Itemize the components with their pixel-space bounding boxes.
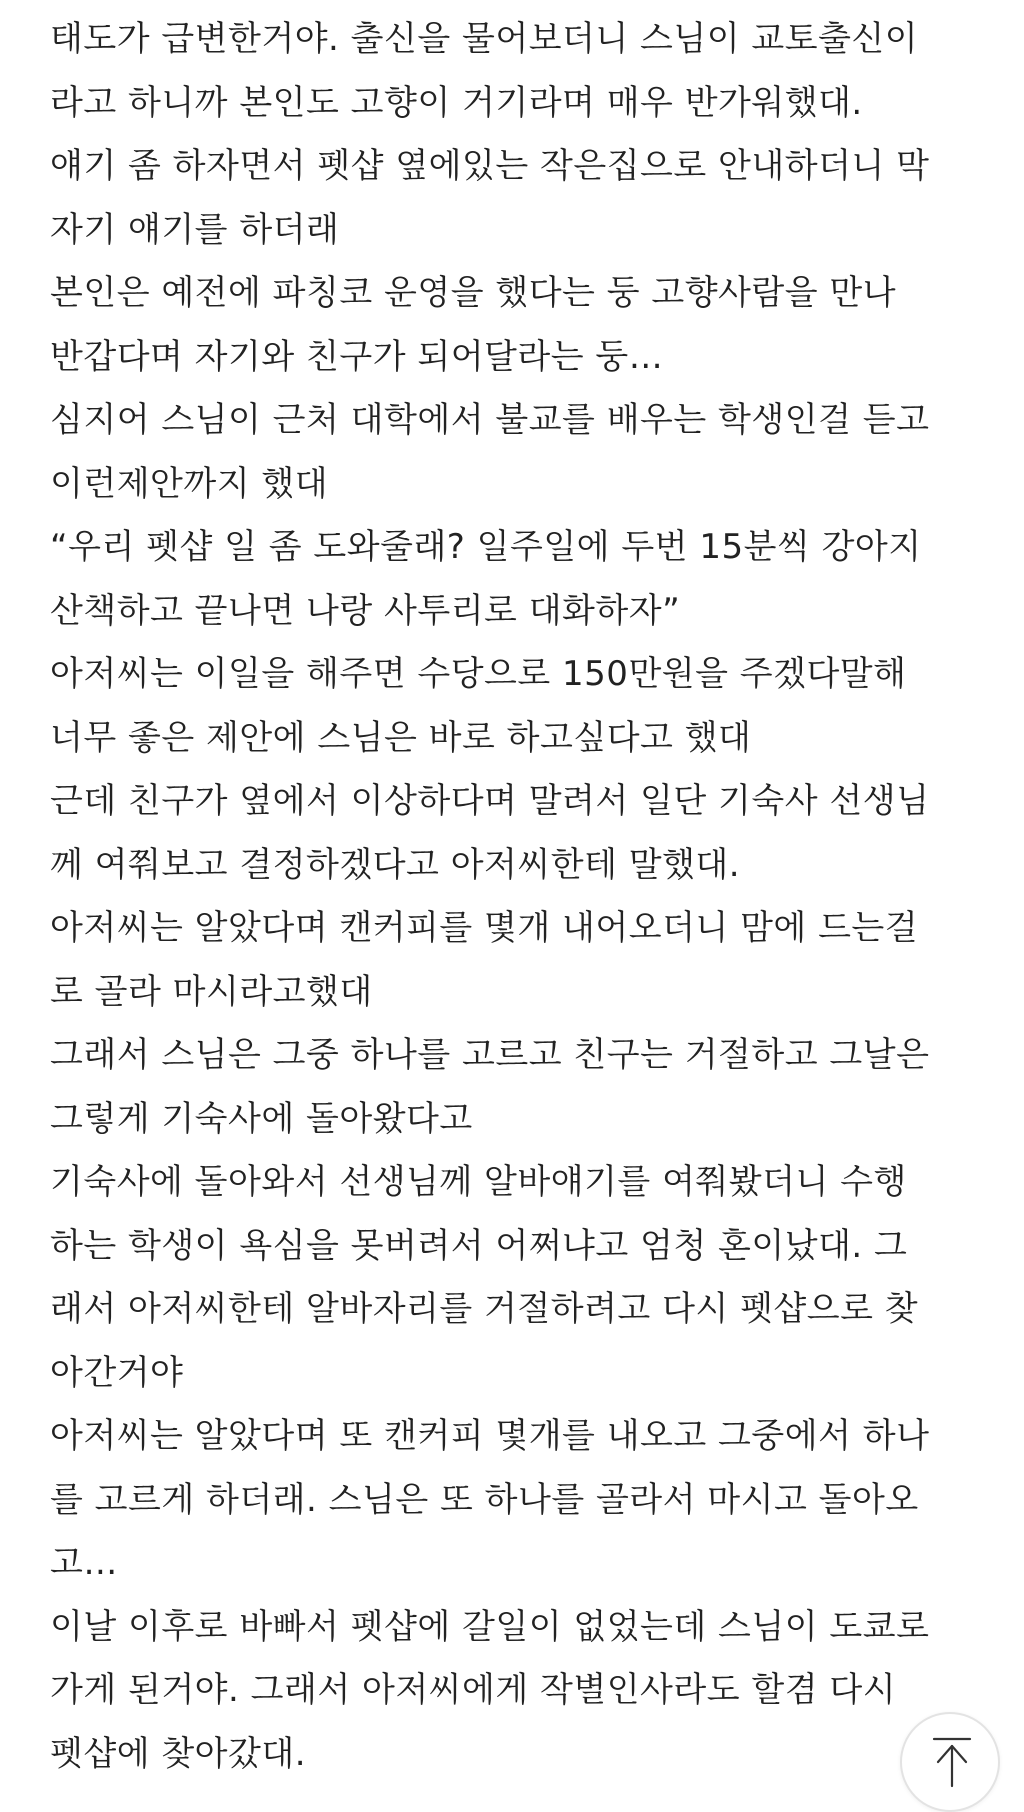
post-text-line: 얘기 좀 하자면서 펫샵 옆에있는 작은집으로 안내하더니 막: [50, 146, 930, 186]
post-text-line: 근데 친구가 옆에서 이상하다며 말려서 일단 기숙사 선생님: [50, 781, 930, 821]
post-body: [50, 8, 990, 1786]
post-text-line: 본인은 예전에 파칭코 운영을 했다는 둥 고향사람을 만나: [50, 273, 897, 313]
post-text-line: 이런제안까지 했대: [50, 463, 329, 504]
post-text-line: 가게 된거야. 그래서 아저씨에게 작별인사라도 할겸 다시: [50, 1670, 897, 1710]
post-text-line: 그렇게 기숙사에 돌아왔다고: [50, 1098, 473, 1139]
post-text-line: 자기 얘기를 하더래: [50, 209, 340, 250]
post-text-line: 라고 하니까 본인도 고향이 거기라며 매우 반가워했대.: [50, 82, 863, 123]
post-text-line: 아저씨는 알았다며 캔커피를 몇개 내어오더니 맘에 드는걸: [50, 908, 919, 948]
post-text-line: 심지어 스님이 근처 대학에서 불교를 배우는 학생인걸 듣고: [50, 400, 930, 440]
post-text-line: 이날 이후로 바빠서 펫샵에 갈일이 없었는데 스님이 도쿄로: [50, 1606, 930, 1647]
post-text-line: 반갑다며 자기와 친구가 되어달라는 둥…: [50, 336, 664, 377]
arrow-up-icon: [932, 1736, 972, 1788]
post-text-line: 너무 좋은 제안에 스님은 바로 하고싶다고 했대: [50, 717, 752, 758]
post-text-line: 고…: [50, 1543, 118, 1583]
post-text-line: 펫샵에 찾아갔대.: [50, 1733, 307, 1774]
post-text-line: 기숙사에 돌아와서 선생님께 알바얘기를 여쭤봤더니 수행: [50, 1162, 907, 1202]
scroll-to-top-button[interactable]: [900, 1712, 1000, 1812]
post-text-line: 를 고르게 하더래. 스님은 또 하나를 골라서 마시고 돌아오: [50, 1479, 919, 1520]
post-text-line: 래서 아저씨한테 알바자리를 거절하려고 다시 펫샵으로 찾: [50, 1289, 919, 1329]
post-text-line: 그래서 스님은 그중 하나를 고르고 친구는 거절하고 그날은: [50, 1035, 930, 1075]
post-text-line: 하는 학생이 욕심을 못버려서 어쩌냐고 엄청 혼이났대. 그: [50, 1225, 908, 1266]
post-text-line: “우리 펫샵 일 좀 도와줄래? 일주일에 두번 15분씩 강아지: [50, 527, 922, 567]
post-text-line: 께 여쭤보고 결정하겠다고 아저씨한테 말했대.: [50, 844, 741, 885]
post-text-line: 로 골라 마시라고했대: [50, 971, 373, 1012]
post-text-line: 아저씨는 알았다며 또 캔커피 몇개를 내오고 그중에서 하나: [50, 1416, 930, 1456]
post-text-line: 아간거야: [50, 1352, 184, 1393]
post-text-line: 태도가 급변한거야. 출신을 물어보더니 스님이 교토출신이: [50, 19, 919, 59]
post-text-line: 산책하고 끝나면 나랑 사투리로 대화하자”: [50, 590, 681, 631]
post-text-line: 아저씨는 이일을 해주면 수당으로 150만원을 주겠다말해: [50, 654, 907, 694]
